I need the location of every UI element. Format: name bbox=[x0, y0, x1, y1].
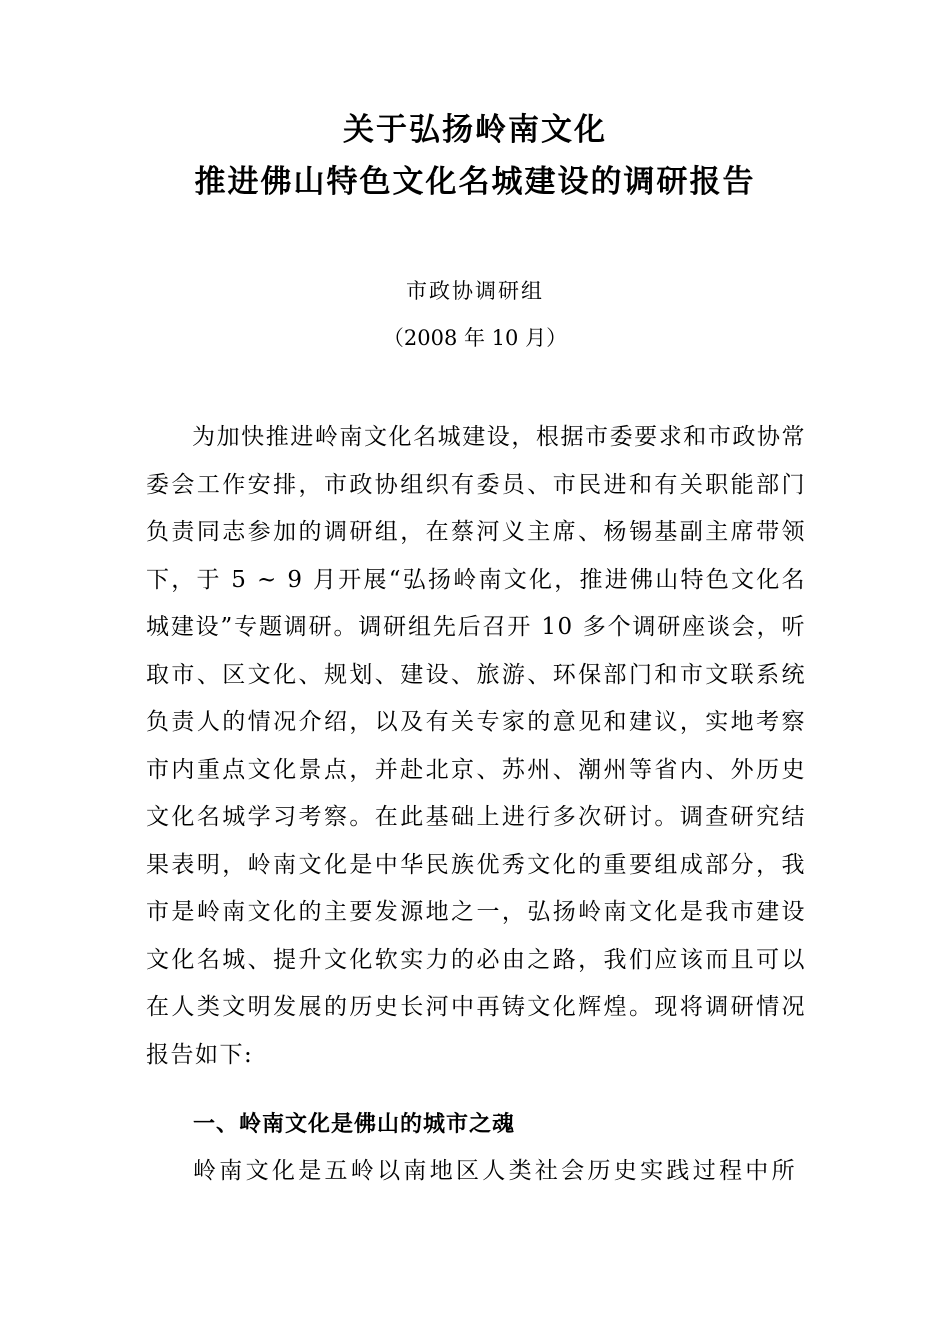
report-title-line-2: 推进佛山特色文化名城建设的调研报告 bbox=[194, 164, 756, 200]
intro-paragraph: 为加快推进岭南文化名城建设，根据市委要求和市政协常委会工作安排，市政协组织有委员、市民进和有关职能部门负责同志参加的调研组，在蔡河义主席、杨锡基副主席带领下，于 5 ~ 9 月开展“弘扬岭南文化，推进佛山特色文化名城建设”专题调研。调研组先后召开 10 多个调研座谈会，听取市、区文化、规划、建设、旅游、环保部门和市文联系统负责人的情况介绍，以及有关专家的意见和建议，实地考察市内重点文化景点，并赴北京、苏州、潮州等省内、外历史文化名城学习考察。在此基础上进行多次研讨。调查研究结果表明，岭南文化是中华民族优秀文化的重要组成部分，我市是岭南文化的主要发源地之一，弘扬岭南文化是我市建设文化名城、提升文化软实力的必由之路，我们应该而且可以在人类文明发展的历史长河中再铸文化辉煌。现将调研情况报告如下: bbox=[146, 424, 806, 1068]
date-line: （2008 年 10 月） bbox=[382, 326, 568, 350]
section-heading-1: 一、岭南文化是佛山的城市之魂 bbox=[193, 1112, 516, 1137]
section-1-paragraph: 岭南文化是五岭以南地区人类社会历史实践过程中所 bbox=[193, 1158, 798, 1184]
report-title-line-1: 关于弘扬岭南文化 bbox=[343, 112, 607, 148]
author-line: 市政协调研组 bbox=[406, 279, 544, 303]
